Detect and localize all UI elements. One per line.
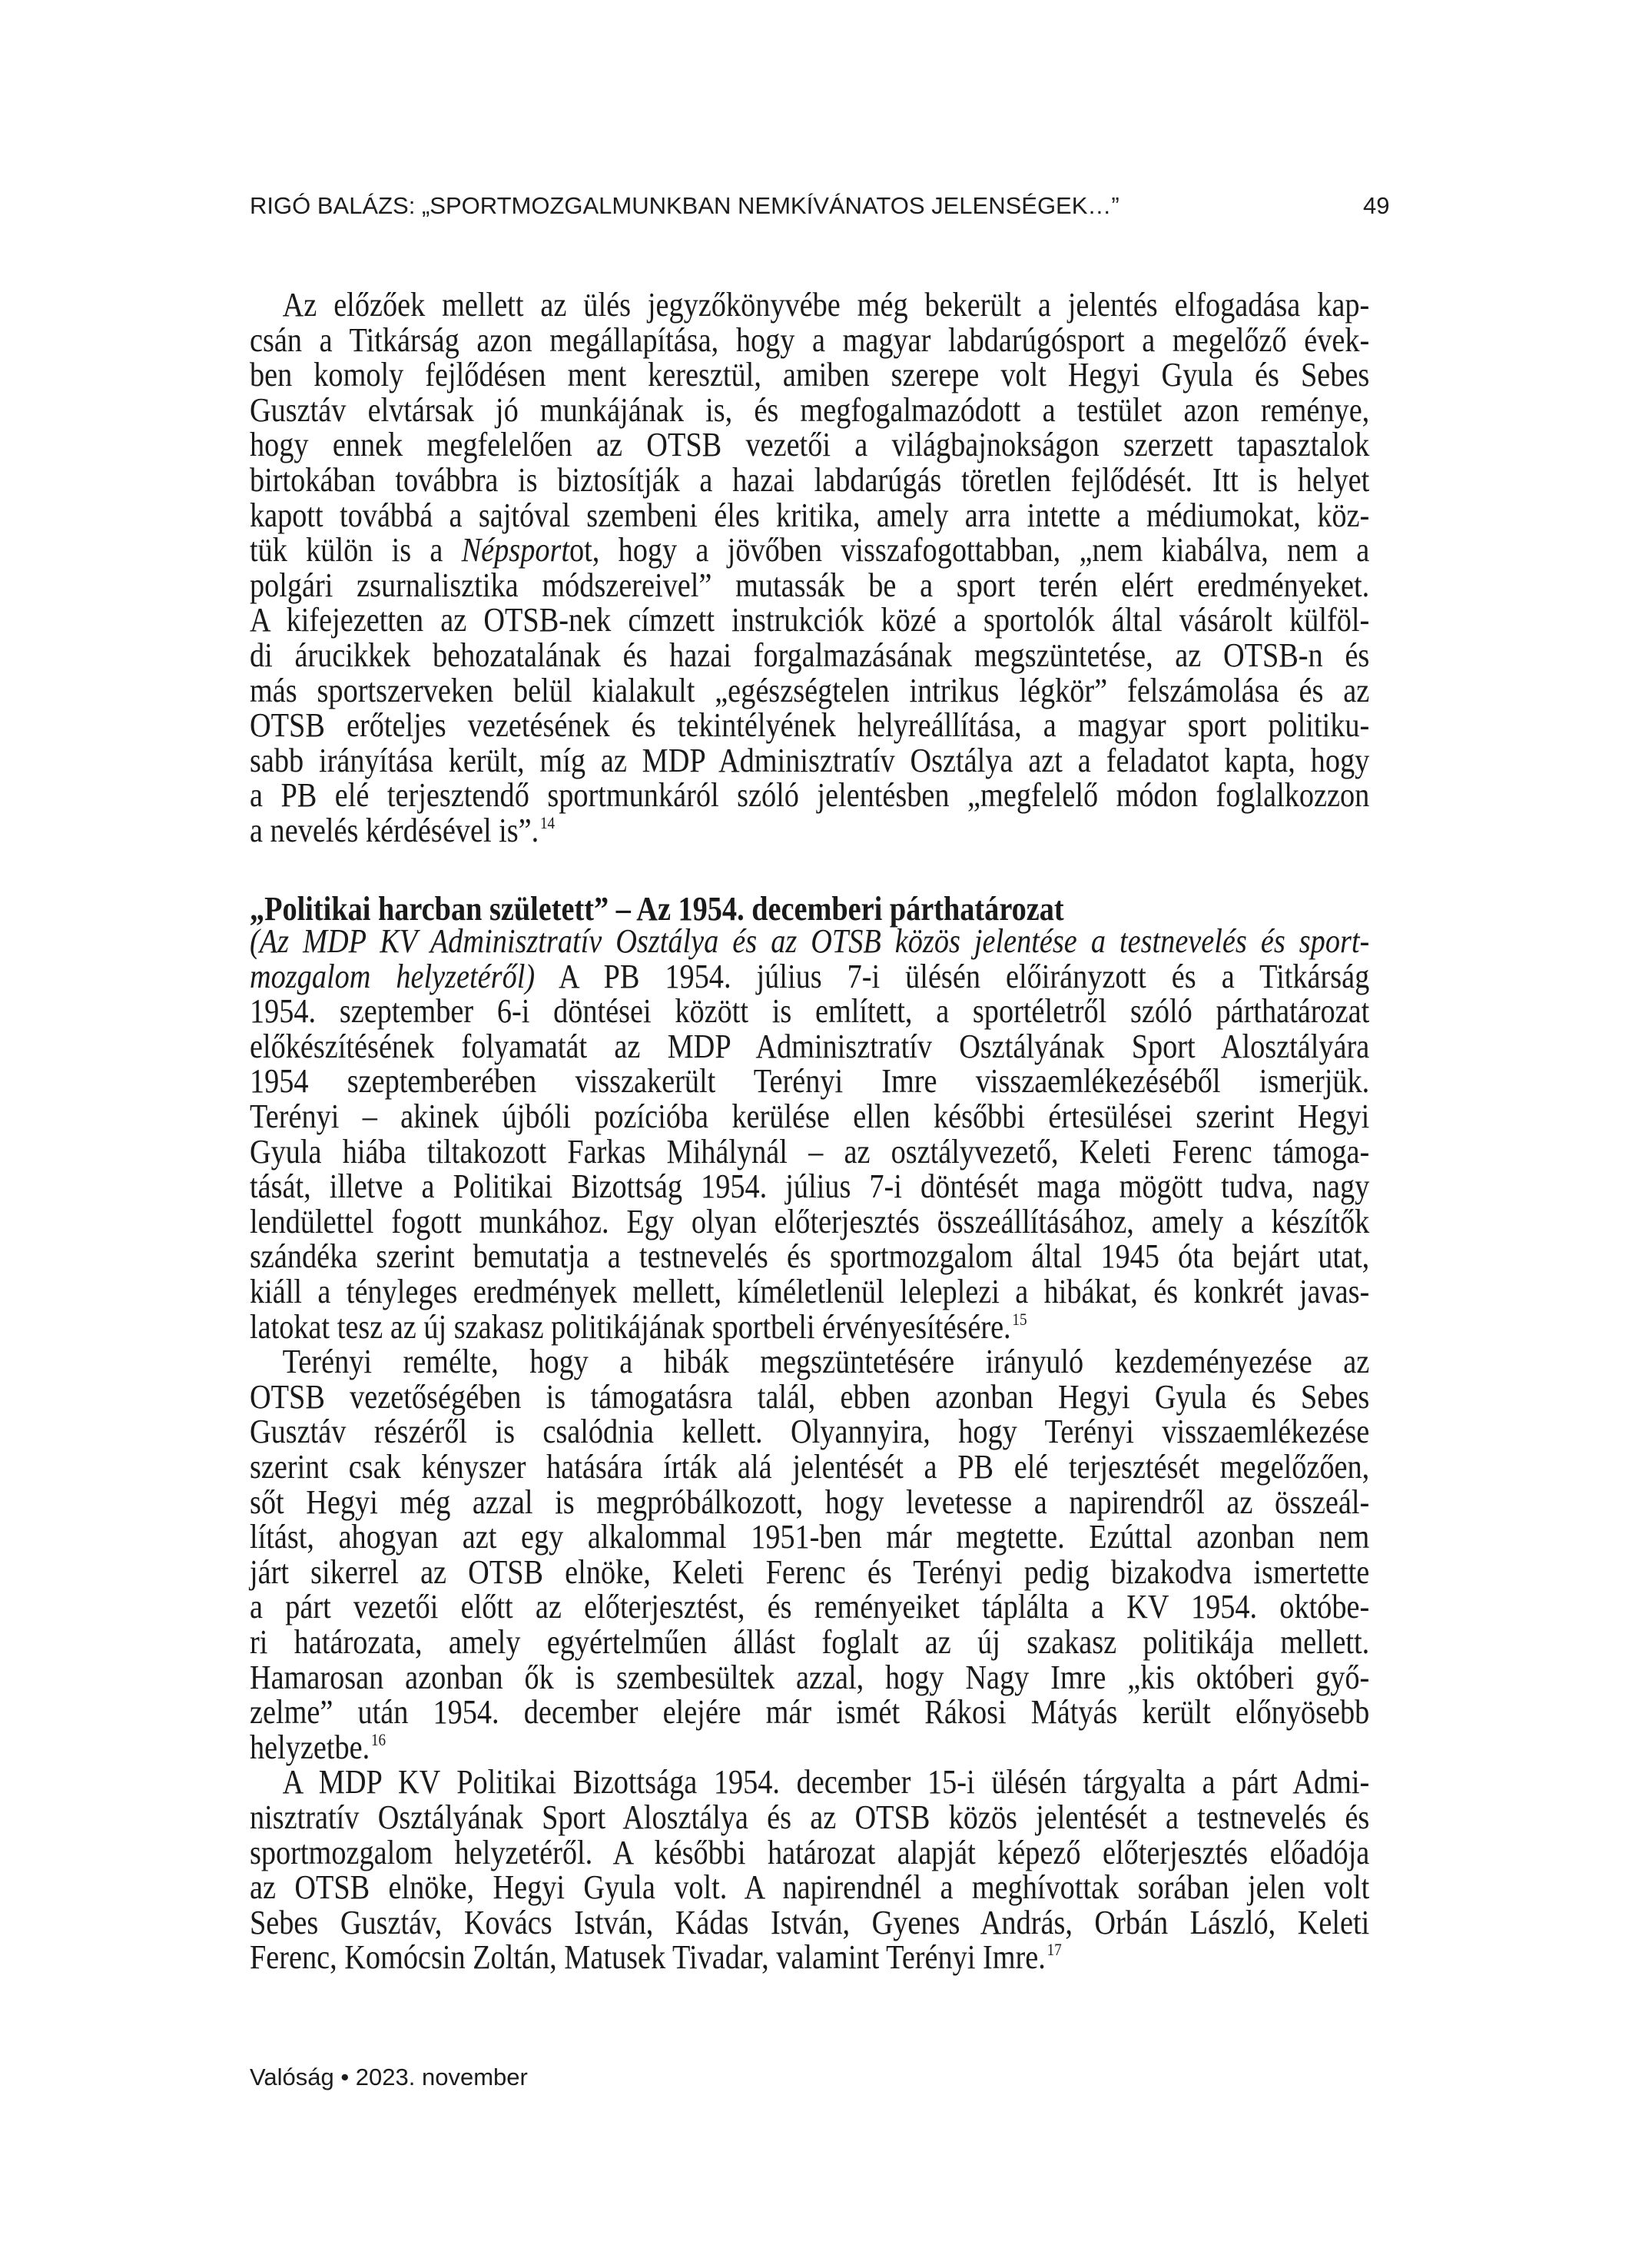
page-number: 49 — [1363, 192, 1390, 219]
text-line: Hamarosan azonban ők is szembesültek azzal, hogy Nagy Imre „kis októberi győ- — [250, 1658, 1370, 1696]
text-line: tását, illetve a Politikai Bizottság 1954. július 7-i döntését maga mögött tudva, nagy — [250, 1167, 1370, 1206]
text-line: sőt Hegyi még azzal is megpróbálkozott, hogy levetesse a napirendről az összeál- — [250, 1483, 1370, 1521]
text-line — [250, 921, 1369, 961]
text-line: hogy ennek megfelelően az OTSB vezetői a világbajnokságon szerzett tapasztalok — [250, 426, 1370, 464]
text-line: ri határozata, amely egyértelműen állást foglalt az új szakasz politikája mellett. — [250, 1623, 1370, 1661]
text-line: Gusztáv elvtársak jó munkájának is, és megfogalmazódott a testület azon reménye, — [250, 390, 1370, 429]
text-line: 1954. szeptember 6-i döntései között is említett, a sportéletről szóló párthatározat — [250, 992, 1370, 1031]
text-line: Gusztáv részéről is csalódnia kellett. Olyannyira, hogy Terényi visszaemlékezése — [250, 1413, 1370, 1451]
text-line: zelme” után 1954. december elejére már ismét Rákosi Mátyás került előnyösebb — [250, 1693, 1370, 1732]
text-line — [250, 811, 1369, 851]
text-line: sportmozgalom helyzetéről. A későbbi határozat alapját képező előterjesztés előadója — [250, 1833, 1370, 1871]
text-line: szándéka szerint bemutatja a testnevelés és sportmozgalom által 1945 óta bejárt utat, — [250, 1237, 1370, 1276]
footnote-reference[interactable]: 15 — [1012, 1309, 1027, 1329]
text-line: sabb irányítása került, míg az MDP Adminisztratív Osztálya azt a feladatot kapta, hogy — [250, 741, 1370, 779]
italic-text: (Az MDP KV Adminisztratív Osztálya és az OTSB közös jelentése a testnevelés és sport- — [250, 922, 1370, 960]
text-run: a nevelés kérdésével is”. — [250, 812, 539, 849]
text-line — [250, 1728, 1369, 1768]
text-line: polgári zsurnalisztika módszereivel” mutassák be a sport terén elért eredményeket. — [250, 566, 1370, 604]
text-line: kapott továbbá a sajtóval szembeni éles kritika, amely arra intette a médiumokat, köz- — [250, 496, 1370, 534]
text-run: latokat tesz az új szakasz politikájának sportbeli érvényesítésére. — [250, 1307, 1011, 1346]
text-run: helyzetbe. — [250, 1728, 370, 1766]
text-line: előkészítésének folyamatát az MDP Adminisztratív Osztályának Sport Alosztályára — [250, 1027, 1370, 1065]
text-line: OTSB erőteljes vezetésének és tekintélyének helyreállítása, a magyar sport politiku- — [250, 706, 1370, 745]
text-line: Sebes Gusztáv, Kovács István, Kádas István, Gyenes András, Orbán László, Keleti — [250, 1903, 1370, 1941]
text-line: OTSB vezetőségében is támogatásra talál, ebben azonban Hegyi Gyula és Sebes — [250, 1377, 1370, 1416]
text-line: járt sikerrel az OTSB elnöke, Keleti Ferenc és Terényi pedig bizakodva ismertette — [250, 1552, 1370, 1591]
text-line: Terényi – akinek újbóli pozícióba kerülése ellen későbbi értesülései szerint Hegyi — [250, 1097, 1370, 1135]
running-head: RIGÓ BALÁZS: „SPORTMOZGALMUNKBAN NEMKÍVÁNATOS JELENSÉGEK…” — [250, 192, 1120, 219]
footnote-reference[interactable]: 14 — [539, 813, 556, 832]
text-line: Gyula hiába tiltakozott Farkas Mihálynál – az osztályvezető, Keleti Ferenc támoga- — [250, 1132, 1370, 1171]
footnote-reference[interactable]: 16 — [370, 1729, 386, 1749]
text-line — [250, 957, 1369, 997]
text-line: a párt vezetői előtt az előterjesztést, és reményeiket táplálta a KV 1954. októbe- — [250, 1588, 1370, 1626]
footer-journal-issue: Valóság • 2023. november — [250, 2064, 528, 2090]
text-line: csán a Titkárság azon megállapítása, hogy a magyar labdarúgósport a megelőző évek- — [250, 320, 1370, 359]
text-line: A kifejezetten az OTSB-nek címzett instrukciók közé a sportolók által vásárolt külföl- — [250, 601, 1370, 639]
section-heading: „Politikai harcban született” – Az 1954. decemberi párthatározat — [250, 890, 1064, 928]
text-line: birtokában továbbra is biztosítják a hazai labdarúgás töretlen fejlődését. Itt is helyet — [250, 461, 1370, 499]
italic-text: mozgalom helyzetéről) — [250, 957, 536, 995]
italic-text: Népsport — [461, 531, 570, 569]
text-line: lendülettel fogott munkához. Egy olyan előterjesztés összeállításához, amely a készítők — [250, 1202, 1370, 1240]
text-line: az OTSB elnöke, Hegyi Gyula volt. A napirendnél a meghívottak sorában jelen volt — [250, 1868, 1370, 1907]
text-line: 1954 szeptemberében visszakerült Terényi Imre visszaemlékezéséből ismerjük. — [250, 1062, 1370, 1101]
text-line: szerint csak kényszer hatására írták alá jelentését a PB elé terjesztését megelőzően, — [250, 1448, 1370, 1486]
text-line: nisztratív Osztályának Sport Alosztálya és az OTSB közös jelentését a testnevelés és — [250, 1798, 1370, 1836]
text-line: Terényi remélte, hogy a hibák megszüntetésére irányuló kezdeményezése az — [282, 1343, 1370, 1381]
text-line: Az előzőek mellett az ülés jegyzőkönyvébe még bekerült a jelentés elfogadása kap- — [282, 286, 1370, 324]
text-line — [250, 1938, 1369, 1977]
text-line: di árucikkek behozatalának és hazai forgalmazásának megszüntetése, az OTSB-n és — [250, 636, 1370, 674]
text-line: A MDP KV Politikai Bizottsága 1954. december 15-i ülésén tárgyalta a párt Admi- — [282, 1763, 1370, 1801]
footnote-reference[interactable]: 17 — [1047, 1940, 1062, 1960]
text-line: lítást, ahogyan azt egy alkalommal 1951-ben már megtette. Ezúttal azonban nem — [250, 1518, 1370, 1556]
text-line: kiáll a tényleges eredmények mellett, kíméletlenül leleplezi a hibákat, és konkrét javas- — [250, 1273, 1370, 1310]
text-run: Ferenc, Komócsin Zoltán, Matusek Tivadar, valamint Terényi Imre. — [250, 1938, 1046, 1977]
text-run: tük külön is a — [250, 531, 462, 569]
text-line: ben komoly fejlődésen ment keresztül, amiben szerepe volt Hegyi Gyula és Sebes — [250, 356, 1370, 394]
text-line — [250, 530, 1369, 570]
text-run: ot, hogy a jövőben visszafogottabban, „nem kiabálva, nem a — [569, 531, 1370, 569]
text-line: más sportszerveken belül kialakult „egészségtelen intrikus légkör” felszámolása és az — [250, 671, 1370, 709]
text-line: a PB elé terjesztendő sportmunkáról szóló jelentésben „megfelelő módon foglalkozzon — [250, 776, 1370, 815]
text-line — [250, 1307, 1369, 1347]
text-run: A PB 1954. július 7-i ülésén előirányzott és a Titkárság — [535, 957, 1370, 995]
